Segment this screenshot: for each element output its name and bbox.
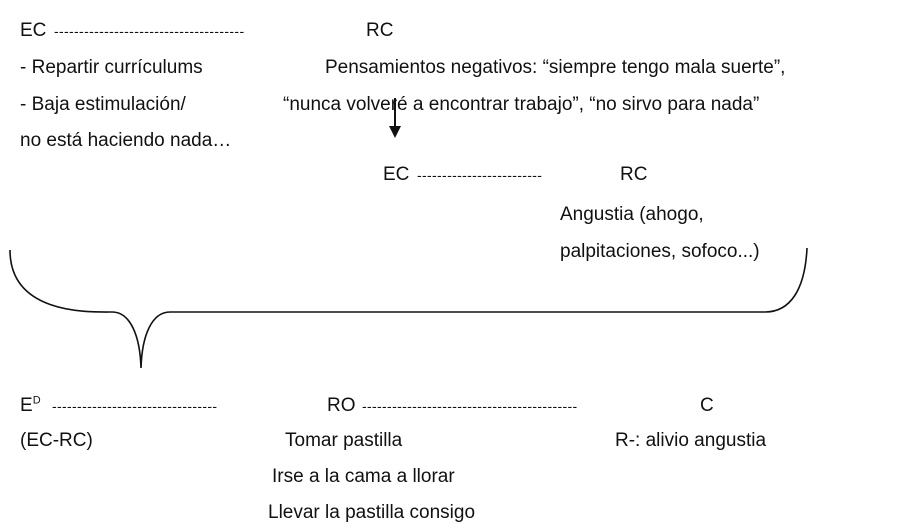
top-chain-dashes: -------------------------------------- (54, 23, 245, 39)
anguish-line-1: Angustia (ahogo, (560, 204, 704, 225)
stimulus-item-1: - Repartir currículums (20, 57, 203, 78)
top-rc-label: RC (366, 20, 394, 41)
second-ec-label: EC (383, 164, 410, 185)
bottom-dashes-2: ------------------------------------------- (362, 398, 578, 414)
ro-item-2: Irse a la cama a llorar (272, 466, 455, 487)
ro-label: RO (327, 395, 356, 416)
ed-label (20, 395, 41, 417)
c-label: C (700, 395, 714, 416)
ro-item-3: Llevar la pastilla consigo (268, 502, 476, 523)
down-arrow-head (389, 126, 401, 138)
anguish-line-2: palpitaciones, sofoco...) (560, 241, 760, 262)
second-chain-dashes: ------------------------- (417, 167, 543, 183)
curly-brace (10, 248, 807, 368)
stimulus-item-2: - Baja estimulación/ (20, 94, 186, 115)
negative-thoughts-line-1: Pensamientos negativos: “siempre tengo mala suerte”, (325, 57, 786, 78)
second-rc-label: RC (620, 164, 648, 185)
negative-thoughts-line-2: “nunca volveré a encontrar trabajo”, “no sirvo para nada” (283, 94, 760, 115)
c-detail: R-: alivio angustia (615, 430, 767, 451)
ed-superscript: D (32, 394, 41, 407)
ed-letter: E (20, 395, 33, 416)
stimulus-item-3: no está haciendo nada… (20, 130, 232, 151)
ed-detail: (EC-RC) (20, 430, 93, 451)
bottom-dashes-1: --------------------------------- (52, 398, 218, 414)
ro-item-1: Tomar pastilla (285, 430, 403, 451)
top-ec-label: EC (20, 20, 47, 41)
